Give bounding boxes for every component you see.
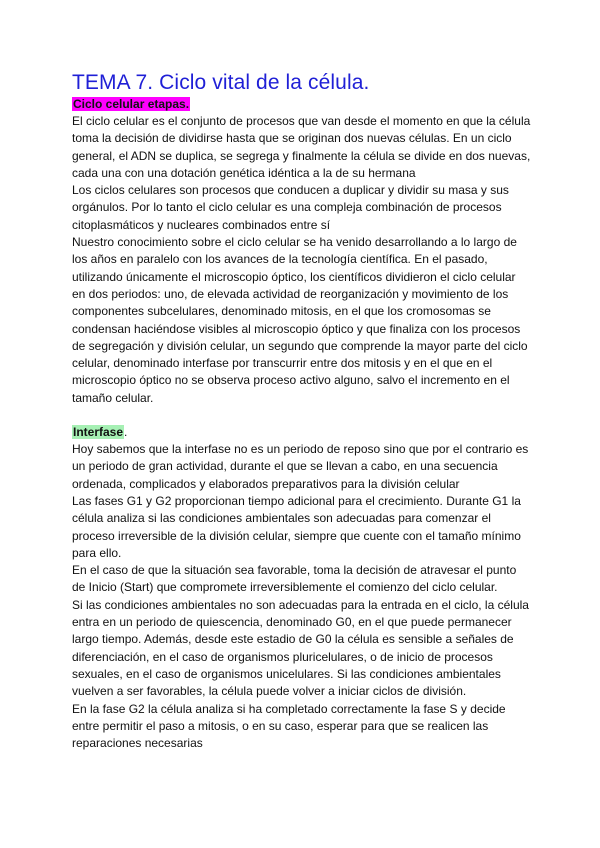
heading-suffix: . (124, 425, 128, 440)
highlighted-heading: Ciclo celular etapas. (73, 97, 190, 111)
paragraph: Hoy sabemos que la interfase no es un periodo de reposo sino que por el contrario es un periodo de gran actividad, durante el que se llevan a cabo, en una secuencia ordenada, complicados y elaborados preparativos para la división celular (72, 442, 529, 491)
document-title: TEMA 7. Ciclo vital de la célula. (72, 71, 370, 94)
blank-line (72, 407, 532, 424)
paragraph: Las fases G1 y G2 proporcionan tiempo adicional para el crecimiento. Durante G1 la célula analiza si las condiciones ambientales son adecuadas para comenzar el proceso irreversible de la división celular, siempre que cuente con el tamaño mínimo para ello. (72, 493, 521, 560)
paragraph: Los ciclos celulares son procesos que conducen a duplicar y dividir su masa y sus orgánulos. Por lo tanto el ciclo celular es una compleja combinación de procesos citoplasmáticos y nucleares combinados entre sí (72, 183, 509, 232)
paragraph: Nuestro conocimiento sobre el ciclo celular se ha venido desarrollando a lo largo de los años en paralelo con los avances de la tecnología científica. En el pasado, utilizando únicamente el microscopio óptico, los científicos dividieron el ciclo celular en dos periodos: uno, de elevada actividad de reorganización y movimiento de los componentes subcelulares, denominado mitosis, en el que los cromosomas se condensan haciéndose visibles al microscopio óptico y que finaliza con los procesos de segregación y división celular, un segundo que comprende la mayor parte del ciclo celular, denominado interfase por transcurrir entre dos mitosis y en el que en el microscopio óptico no se observa proceso activo alguno, salvo el incremento en el tamaño celular. (72, 235, 528, 405)
paragraph: El ciclo celular es el conjunto de procesos que van desde el momento en que la célula toma la decisión de dividirse hasta que se originan dos nuevas células. En un ciclo general, el ADN se duplica, se segrega y finalmente la célula se divide en dos nuevas, cada una con una dotación genética idéntica a la de su hermana (72, 114, 531, 180)
paragraph: Si las condiciones ambientales no son adecuadas para la entrada en el ciclo, la célula entra en un periodo de quiescencia, denominado G0, en el que puede permanecer largo tiempo. Además, desde este estadio de G0 la célula es sensible a señales de diferenciación, en el caso de organismos pluricelulares, o de inicio de procesos sexuales, en el caso de organismos unicelulares. Si las condiciones ambientales vuelven a ser favorables, la célula puede volver a iniciar ciclos de división. (72, 597, 529, 699)
document-page (72, 70, 532, 752)
highlighted-heading: Interfase (73, 425, 124, 440)
section-heading-interfase (72, 424, 532, 441)
paragraph: En la fase G2 la célula analiza si ha completado correctamente la fase S y decide entre permitir el paso a mitosis, o en su caso, esperar para que se realicen las reparaciones necesarias (72, 701, 506, 751)
paragraph: En el caso de que la situación sea favorable, toma la decisión de atravesar el punto de Inicio (Start) que compromete irreversiblemente el comienzo del ciclo celular. (72, 563, 517, 595)
section-heading-ciclo-celular (72, 96, 532, 113)
